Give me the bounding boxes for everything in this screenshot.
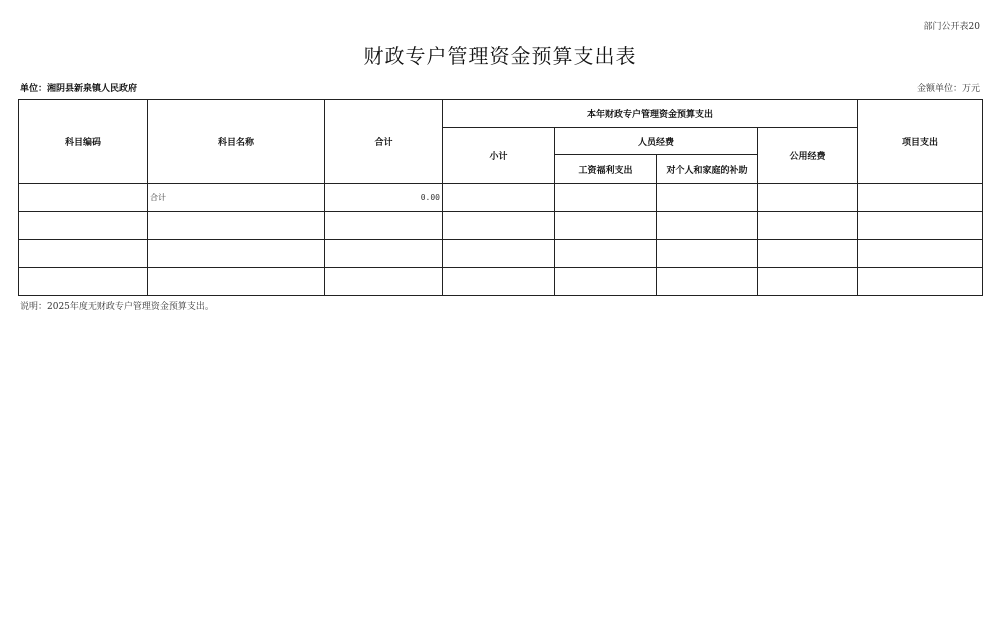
cell-subsidy [657,212,758,240]
amount-unit-label: 金额单位：万元 [916,84,980,94]
budget-table [18,99,983,296]
header-current-year-group: 本年财政专户管理资金预算支出 [443,100,858,128]
table-row [19,212,983,240]
header-personnel-group: 人员经费 [555,128,758,155]
table-row [19,268,983,296]
cell-project [858,240,983,268]
cell-public [758,184,858,212]
cell-subsidy [657,240,758,268]
unit-label: 单位：湘阴县新泉镇人民政府 [20,84,138,94]
cell-total [325,268,443,296]
cell-total [325,212,443,240]
cell-wages [555,212,657,240]
header-subtotal: 小计 [443,128,555,184]
cell-subsidy [657,268,758,296]
form-number: 部门公开表20 [923,22,980,32]
cell-subsidy [657,184,758,212]
cell-code [19,240,148,268]
cell-code [19,184,148,212]
cell-project [858,212,983,240]
header-public-expenses: 公用经费 [758,128,858,184]
cell-subtotal [443,240,555,268]
cell-code [19,212,148,240]
cell-wages [555,184,657,212]
cell-wages [555,268,657,296]
cell-name [148,268,325,296]
header-subject-name: 科目名称 [148,100,325,184]
cell-subtotal [443,184,555,212]
cell-project [858,268,983,296]
cell-subtotal [443,212,555,240]
footnote: 说明：2025年度无财政专户管理资金预算支出。 [20,302,214,312]
cell-subtotal [443,268,555,296]
cell-name [148,240,325,268]
cell-public [758,212,858,240]
page-title: 财政专户管理资金预算支出表 [363,44,637,68]
header-project-expenses: 项目支出 [858,100,983,184]
header-wages-welfare: 工资福利支出 [555,155,657,184]
cell-total: 0.00 [325,184,443,212]
cell-name: 合计 [148,184,325,212]
cell-public [758,268,858,296]
header-subject-code: 科目编码 [19,100,148,184]
cell-total [325,240,443,268]
cell-public [758,240,858,268]
header-individual-family-subsidy: 对个人和家庭的补助 [657,155,758,184]
header-total: 合计 [325,100,443,184]
cell-name [148,212,325,240]
table-row [19,240,983,268]
cell-project [858,184,983,212]
cell-wages [555,240,657,268]
cell-code [19,268,148,296]
table-row [19,184,983,212]
